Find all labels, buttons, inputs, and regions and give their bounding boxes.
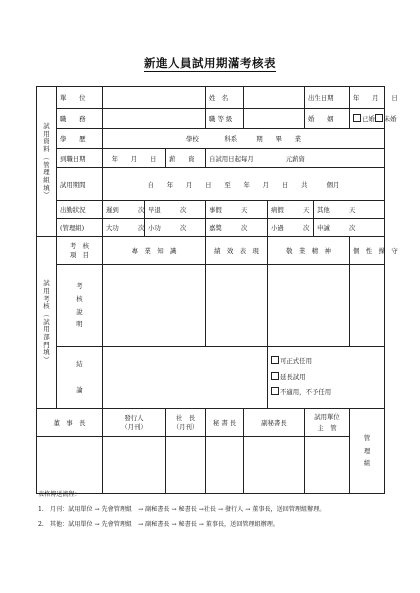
sig-admin-label: 管 理 組: [350, 409, 385, 494]
eval-performance-box[interactable]: [206, 265, 268, 347]
sig-unit-head-label: 試用單位 主 管: [305, 409, 350, 437]
eval-knowledge-box[interactable]: [103, 265, 206, 347]
commendation-count[interactable]: 嘉獎 次: [206, 219, 268, 237]
not-hired-checkbox[interactable]: [271, 387, 279, 395]
rank-label: 職 等 級: [206, 109, 244, 129]
salary-label: 薪 資: [166, 149, 206, 168]
conclusion-label: 結 論: [57, 347, 103, 409]
sig-president-box[interactable]: [166, 437, 206, 494]
not-hired-label: 不適用，不予任用: [280, 388, 332, 397]
hire-formal-checkbox[interactable]: [271, 356, 279, 364]
sig-deputy-secretary-box[interactable]: [244, 437, 305, 494]
conclusion-options: [268, 347, 385, 409]
col-performance: 績 效 表 現: [206, 237, 268, 265]
notes-heading: 表格傳送流程：: [38, 491, 81, 498]
minor-merit-count[interactable]: 小功 次: [145, 219, 206, 237]
sig-president-label: 社 長 （月刊）: [166, 409, 206, 437]
eval-dedication-box[interactable]: [268, 265, 350, 347]
sig-deputy-secretary-label: 副秘書長: [244, 409, 305, 437]
trial-info-section-label: 試 用 資 料 ︵ 管 理 組 填 ︶: [37, 87, 57, 237]
personal-leave-days[interactable]: 事假 天: [206, 201, 268, 219]
married-checkbox[interactable]: [353, 114, 361, 122]
col-dedication: 敬 業 精 神: [268, 237, 350, 265]
sig-unit-head-box[interactable]: [305, 437, 350, 494]
sig-chairman-box[interactable]: [37, 437, 103, 494]
col-character: 個 性 操 守: [350, 237, 385, 265]
sig-publisher-label: 發行人 （月刊）: [103, 409, 166, 437]
unit-label: 單 位: [57, 87, 103, 109]
sig-secretary-general-box[interactable]: [206, 437, 244, 494]
marital-value: [350, 109, 397, 129]
single-checkbox[interactable]: [375, 114, 383, 122]
admin-group-label: (管理組): [57, 219, 103, 237]
eval-character-box[interactable]: [350, 265, 385, 347]
name-value[interactable]: [244, 87, 305, 109]
evaluation-form: [36, 86, 398, 494]
note-item-2: 2. 其他：試用單位 → 先會管理組 → 副秘書長 → 秘書長 → 董事長，送回管理組辦理。: [38, 521, 279, 529]
minor-demerit-count[interactable]: 小過 次: [268, 219, 314, 237]
routing-notes: [38, 492, 325, 537]
single-label: 未婚: [383, 115, 397, 123]
birth-date-label: 出生日期: [305, 87, 350, 109]
hire-date-label: 到職日期: [57, 149, 103, 168]
education-value[interactable]: 學校 科系 期 畢 業: [103, 129, 385, 149]
reprimand-count[interactable]: 申誡 次: [314, 219, 385, 237]
note-item-1: 1. 月刊：試用單位 → 先會管理組 → 副秘書長 → 秘書長 →社長 → 發行人 → 董事長，送回管理組辦理。: [38, 506, 326, 514]
education-label: 學 歷: [57, 129, 103, 149]
trial-period-label: 試用期間: [57, 168, 103, 201]
eval-explanation-label: 考 核 說 明: [57, 265, 103, 347]
unit-value[interactable]: [103, 87, 206, 109]
eval-item-header: 考 核 項 目: [57, 237, 103, 265]
early-leave-count[interactable]: 早退 次: [145, 201, 206, 219]
position-value[interactable]: [103, 109, 206, 129]
other-leave-days[interactable]: 其他 天: [314, 201, 385, 219]
extend-trial-checkbox[interactable]: [271, 372, 279, 380]
conclusion-notes[interactable]: [103, 347, 268, 409]
sig-secretary-general-label: 秘 書 長: [206, 409, 244, 437]
sick-leave-days[interactable]: 病假 天: [268, 201, 314, 219]
hire-date-value[interactable]: 年 月 日: [103, 149, 166, 168]
position-label: 職 務: [57, 109, 103, 129]
major-merit-count[interactable]: 大功 次: [103, 219, 145, 237]
birth-date-value[interactable]: 年 月 日: [350, 87, 385, 109]
late-count[interactable]: 遲到 次: [103, 201, 145, 219]
sig-publisher-box[interactable]: [103, 437, 166, 494]
trial-period-value[interactable]: 自 年 月 日 至 年 月 日 共 個月: [103, 168, 385, 201]
trial-eval-section-label: 試 用 考 核 ︵ 試 用 部 門 填 ︶: [37, 237, 57, 409]
married-label: 已婚: [362, 115, 375, 123]
extend-trial-label: 延長試用: [280, 372, 306, 381]
form-title: 新進人員試用期滿考核表: [144, 56, 276, 70]
salary-value[interactable]: 自試用日起每月 元薪資: [206, 149, 385, 168]
name-label: 姓 名: [206, 87, 244, 109]
col-professional-knowledge: 專 業 知 識: [103, 237, 206, 265]
attendance-label: 出勤狀況: [57, 201, 103, 219]
rank-value[interactable]: [244, 109, 305, 129]
marital-label: 婚 姻: [305, 109, 350, 129]
hire-formal-label: 可正式任用: [280, 357, 312, 366]
sig-chairman-label: 董 事 長: [37, 409, 103, 437]
